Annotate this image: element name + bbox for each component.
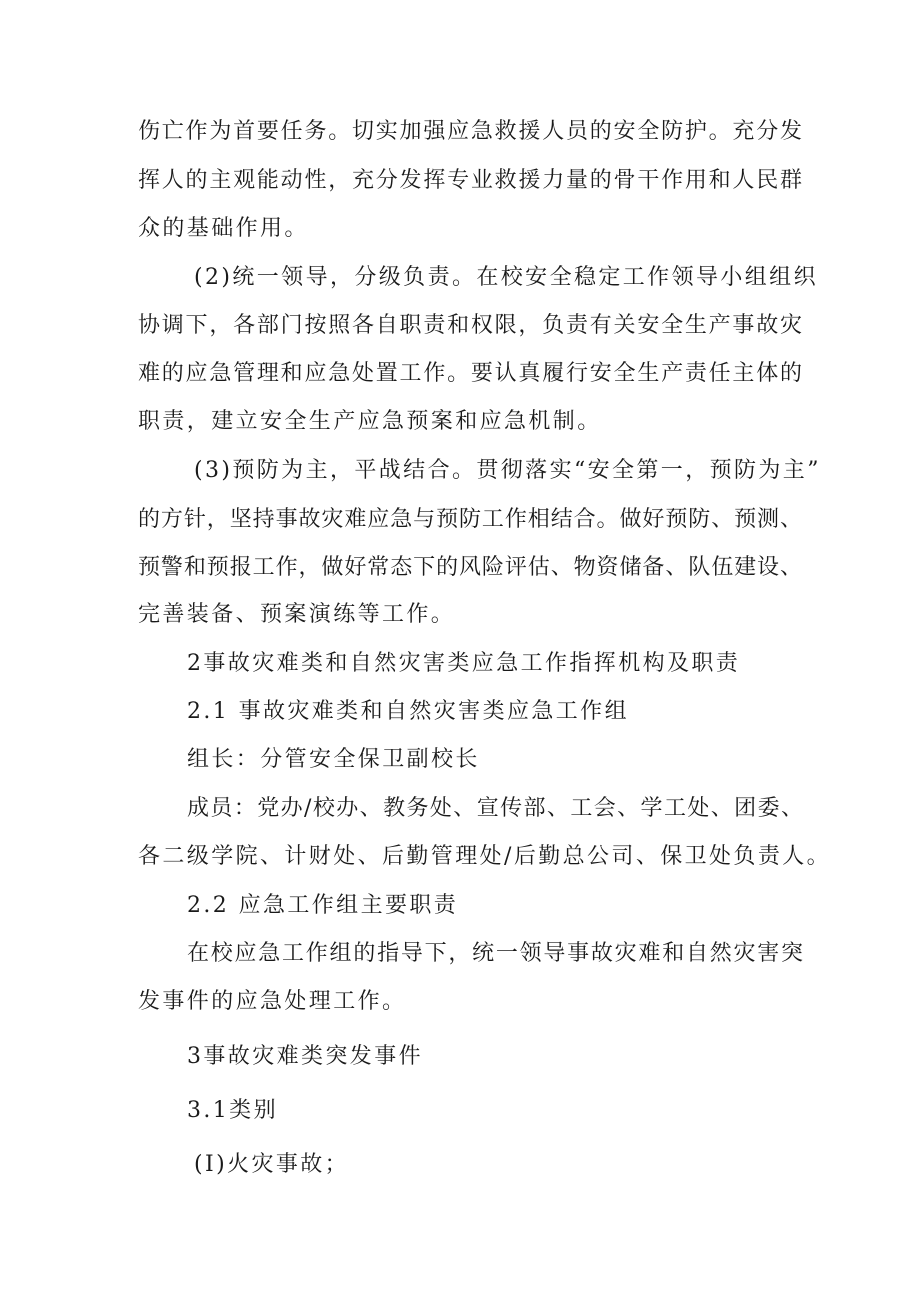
subsection-heading: 2.2 应急工作组主要职责 — [187, 893, 459, 918]
text-line: 众的基础作用。 — [138, 216, 309, 241]
text-line: 难的应急管理和应急处置工作。要认真履行安全生产责任主体的 — [138, 361, 802, 386]
text-line: 发事件的应急处理工作。 — [138, 989, 407, 1014]
subsection-heading: 3.1类别 — [187, 1098, 278, 1123]
section-heading: 3事故灾难类突发事件 — [187, 1044, 423, 1069]
section-heading: 2事故灾难类和自然灾害类应急工作指挥机构及职责 — [187, 651, 741, 676]
text-line: 在校应急工作组的指导下，统一领导事故灾难和自然灾害突 — [187, 941, 803, 966]
text-line: 协调下，各部门按照各自职责和权限，负责有关安全生产事故灾 — [138, 313, 802, 338]
list-item: (I)火灾事故； — [194, 1152, 350, 1177]
text-line: 挥人的主观能动性，充分发挥专业救援力量的骨干作用和人民群 — [138, 168, 802, 193]
text-line: (3)预防为主，平战结合。贯彻落实“安全第一，预防为主” — [194, 458, 821, 483]
text-line: 完善装备、预案演练等工作。 — [138, 602, 456, 627]
text-line: 组长：分管安全保卫副校长 — [187, 747, 480, 772]
text-line: 职责，建立安全生产应急预案和应急机制。 — [138, 409, 602, 434]
text-line: 各二级学院、计财处、后勤管理处/后勤总公司、保卫处负责人。 — [138, 844, 832, 869]
text-line: 成员：党办/校办、教务处、宣传部、工会、学工处、团委、 — [187, 796, 803, 821]
text-line: 伤亡作为首要任务。切实加强应急救援人员的安全防护。充分发 — [138, 119, 802, 144]
text-line: 预警和预报工作，做好常态下的风险评估、物资储备、队伍建设、 — [138, 555, 802, 580]
subsection-heading: 2.1 事故灾难类和自然灾害类应急工作组 — [187, 699, 629, 724]
text-line: (2)统一领导，分级负责。在校安全稳定工作领导小组组织 — [194, 265, 818, 290]
text-line: 的方针，坚持事故灾难应急与预防工作相结合。做好预防、预测、 — [138, 507, 802, 532]
